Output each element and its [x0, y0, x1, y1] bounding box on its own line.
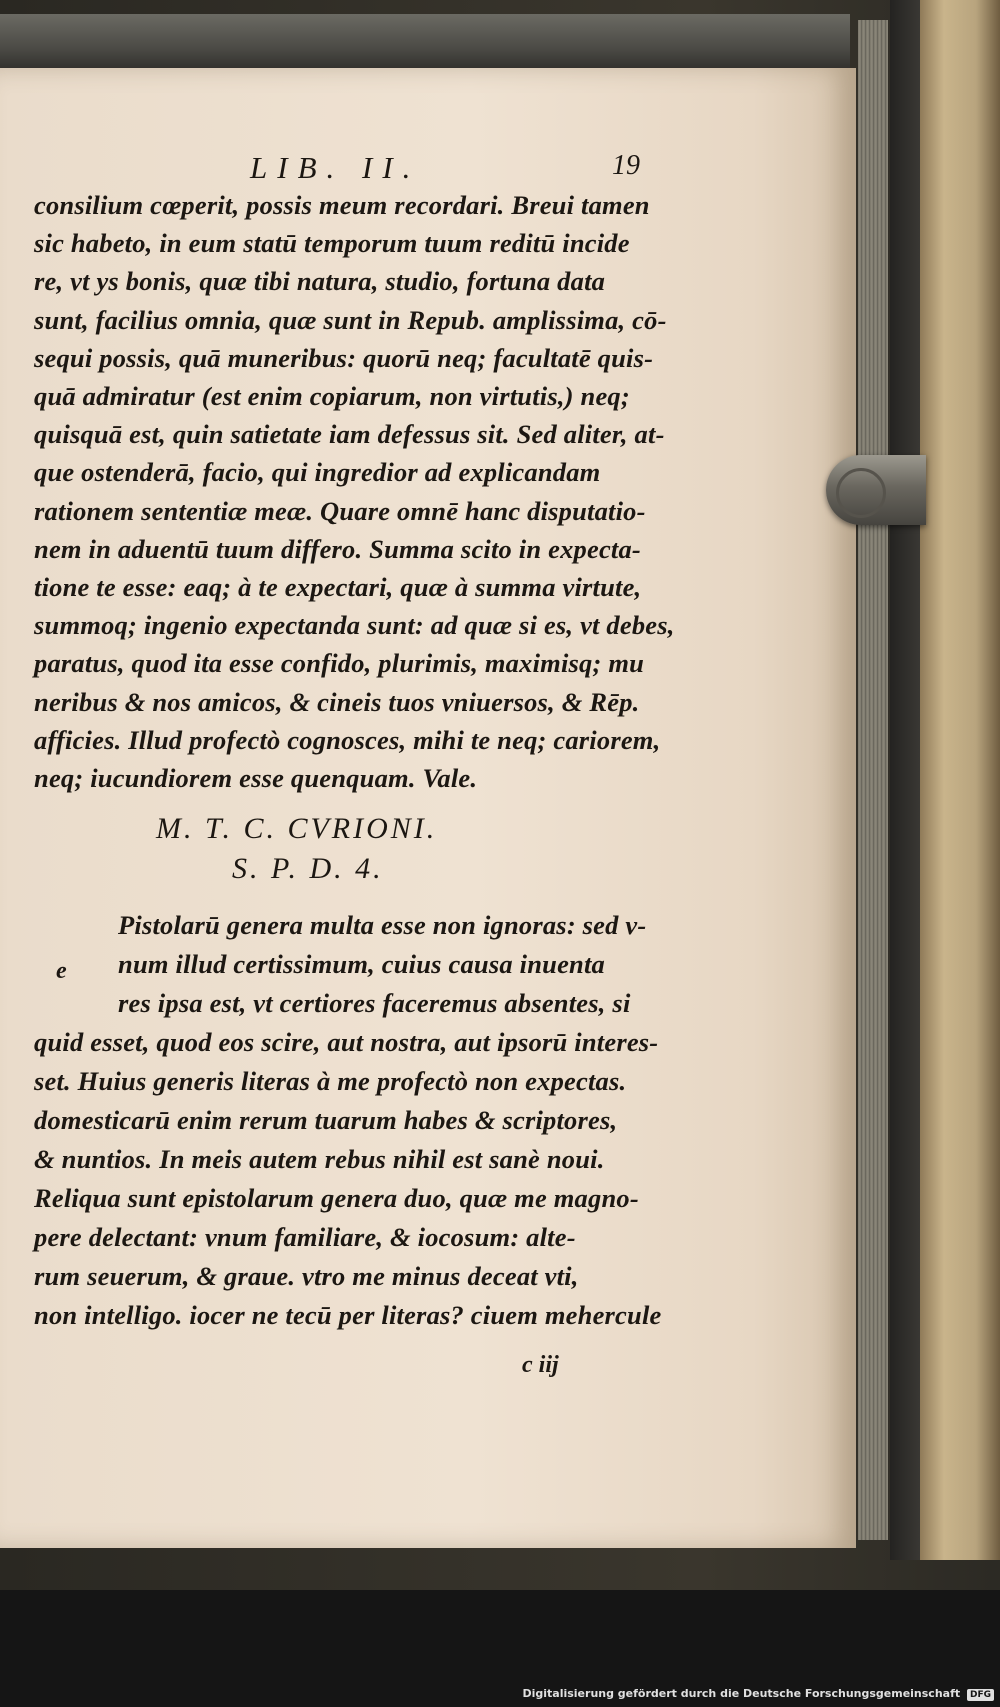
page-top-edge [0, 14, 850, 72]
text-line: res ipsa est, vt certiores faceremus absentes, si [118, 988, 631, 1018]
text-line: consilium cœperit, possis meum recordari. Breui tamen [34, 190, 650, 220]
text-line: sic habeto, in eum statū temporum tuum reditū incide [34, 228, 630, 259]
text-line: Reliqua sunt epistolarum genera duo, quæ me magno- [34, 1183, 639, 1213]
text-line: set. Huius generis literas à me profectò non expectas. [34, 1066, 627, 1096]
book-cover [920, 0, 1000, 1560]
signature-mark: c iij [522, 1352, 559, 1378]
text-line: pere delectant: vnum familiare, & iocosum: alte- [34, 1222, 576, 1252]
page-fore-edge [858, 20, 888, 1540]
text-line: tione te esse: eaq; à te expectari, quæ à summa virtute, [34, 572, 642, 602]
text-line: rum seuerum, & graue. vtro me minus deceat vti, [34, 1261, 579, 1291]
text-line: rationem sententiæ meæ. Quare omnē hanc disputatio- [34, 495, 646, 526]
text-line: summoq; ingenio expectanda sunt: ad quæ si es, vt debes, [34, 610, 675, 641]
letter-heading: M. T. C. CVRIONI. [156, 812, 438, 845]
footer-bar [0, 1590, 1000, 1707]
text-line: quisquā est, quin satietate iam defessus sit. Sed aliter, at- [34, 419, 665, 450]
running-head: LIB. II. [250, 150, 421, 185]
text-line: neq; iucundiorem esse quenquam. Vale. [34, 763, 478, 793]
text-line: nem in aduentū tuum differo. Summa scito in expecta- [34, 533, 641, 564]
text-line: neribus & nos amicos, & cineis tuos vniuersos, & Rēp. [34, 686, 640, 717]
letter-salutation: S. P. D. 4. [232, 852, 384, 885]
text-line: paratus, quod ita esse confido, plurimis, maximisq; mu [34, 648, 645, 679]
text-line: quid esset, quod eos scire, aut nostra, aut ipsorū interes- [34, 1027, 659, 1057]
text-line: sequi possis, quā muneribus: quorū neq; facultatē quis- [34, 342, 654, 373]
text-line: re, vt ys bonis, quæ tibi natura, studio, fortuna data [34, 266, 606, 297]
digitization-credit [522, 1687, 994, 1701]
text-line: afficies. Illud profectò cognosces, mihi te neq; cariorem, [34, 724, 661, 755]
text-line: sunt, facilius omnia, quæ sunt in Repub. amplissima, cō- [34, 304, 667, 335]
text-line: & nuntios. In meis autem rebus nihil est sanè noui. [34, 1144, 605, 1174]
clip-ring [836, 468, 886, 518]
cover-inner [890, 0, 922, 1560]
folio-number: 19 [612, 150, 640, 181]
credit-text: Digitalisierung gefördert durch die Deutsche Forschungsgemeinschaft [522, 1687, 961, 1700]
text-line: num illud certissimum, cuius causa inuenta [118, 949, 606, 979]
text-line: quā admiratur (est enim copiarum, non virtutis,) neq; [34, 381, 630, 411]
text-line: Pistolarū genera multa esse non ignoras: sed v- [118, 910, 647, 940]
text-line: non intelligo. iocer ne tecū per literas? ciuem mehercule [34, 1300, 662, 1330]
dfg-logo: DFG [967, 1689, 994, 1701]
margin-letter: e [56, 958, 67, 984]
text-line: domesticarū enim rerum tuarum habes & scriptores, [34, 1105, 618, 1135]
text-line: que ostenderā, facio, qui ingredior ad explicandam [34, 457, 601, 488]
